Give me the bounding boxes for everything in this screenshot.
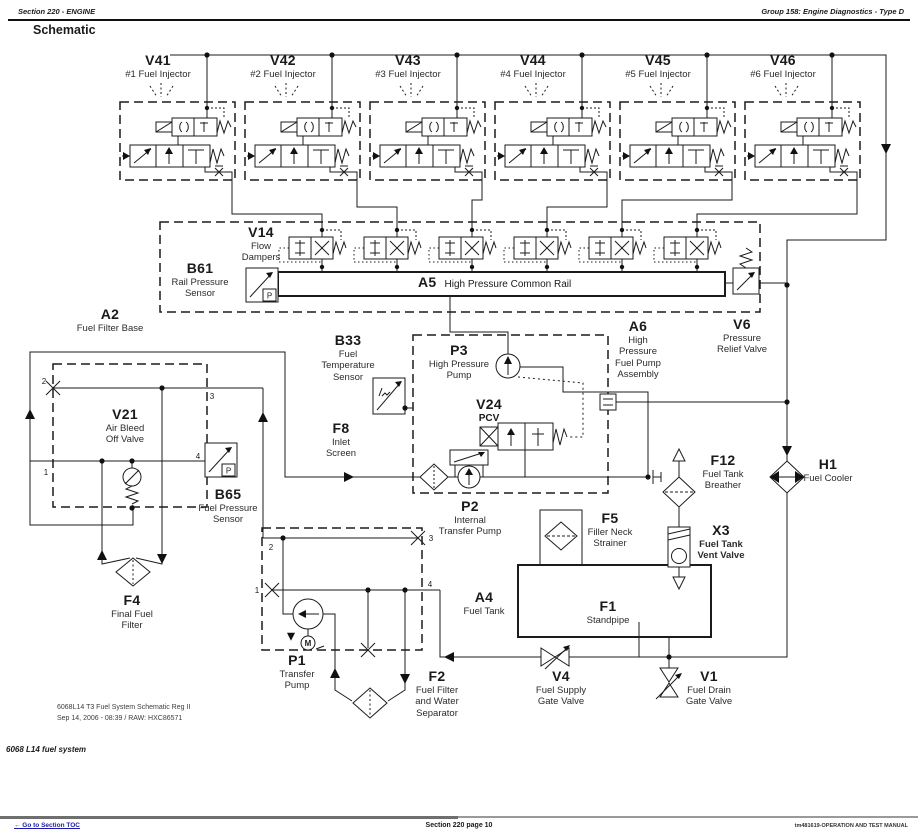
- label-a2: A2 Fuel Filter Base: [76, 306, 144, 334]
- port-label: 3: [209, 392, 215, 401]
- label-v41: V41 #1 Fuel Injector: [125, 52, 191, 80]
- page-number: Section 220 page 10: [425, 822, 493, 829]
- fuel-injector-1-symbol: [120, 83, 235, 180]
- port-label: 3: [428, 534, 434, 543]
- flow-damper-6-symbol: [654, 228, 721, 272]
- fuel-tank-vent-valve-symbol: [668, 507, 690, 589]
- figure-caption: 6068 L14 fuel system: [6, 745, 87, 754]
- label-a5: A5 High Pressure Common Rail: [418, 274, 572, 290]
- rail-pressure-sensor-symbol: [246, 268, 278, 302]
- filler-neck-strainer-symbol: [540, 510, 582, 565]
- label-b61: B61 Rail Pressure Sensor: [171, 260, 229, 300]
- pressure-relief-valve-symbol: [725, 248, 787, 294]
- flow-arrows: [25, 144, 891, 684]
- group-header: Group 158: Engine Diagnostics - Type D: [761, 7, 904, 16]
- label-x3: X3 Fuel Tank Vent Valve: [697, 522, 745, 562]
- label-v45: V45 #5 Fuel Injector: [625, 52, 691, 80]
- label-f8: F8 Inlet Screen: [325, 420, 357, 460]
- page-title: Schematic: [33, 23, 96, 37]
- flow-damper-1-symbol: [279, 228, 346, 272]
- fuel-injector-5-symbol: [620, 83, 735, 180]
- fuel-injector-2-symbol: [245, 83, 360, 180]
- label-v4: V4 Fuel Supply Gate Valve: [535, 668, 587, 708]
- inlet-screen-symbol: [420, 464, 448, 490]
- fuel-pressure-sensor-symbol: [205, 443, 237, 477]
- port-label: 4: [427, 580, 433, 589]
- label-v6: V6 Pressure Relief Valve: [717, 316, 767, 356]
- air-bleed-off-valve-symbol: [123, 461, 141, 504]
- port-label: 2: [268, 543, 274, 552]
- pump-assembly-outlet: [600, 394, 787, 410]
- label-v42: V42 #2 Fuel Injector: [250, 52, 316, 80]
- label-f12: F12 Fuel Tank Breather: [702, 452, 744, 492]
- label-f2: F2 Fuel Filter and Water Separator: [415, 668, 459, 719]
- manual-id: tm481619-OPERATION AND TEST MANUAL: [794, 823, 908, 829]
- fuel-drain-gate-valve-symbol: [656, 668, 682, 699]
- flow-damper-5-symbol: [579, 228, 646, 272]
- flow-damper-2-symbol: [354, 228, 421, 272]
- section-header: Section 220 - ENGINE: [18, 7, 96, 16]
- label-p2: P2 Internal Transfer Pump: [438, 498, 502, 538]
- fuel-injector-4-symbol: [495, 83, 610, 180]
- label-f4: F4 Final Fuel Filter: [111, 592, 153, 632]
- fuel-injector-3-symbol: [370, 83, 485, 180]
- label-v1: V1 Fuel Drain Gate Valve: [685, 668, 733, 708]
- fuel-tank-breather-symbol: [663, 449, 695, 507]
- pressure-glyph: P: [225, 466, 232, 476]
- go-to-section-toc-link[interactable]: ← Go to Section TOC: [14, 822, 80, 829]
- schematic-note: 6068L14 T3 Fuel System Schematic Reg II Sep 14, 2006 - 08:39 / RAW: HXC86571: [57, 704, 191, 722]
- flow-damper-4-symbol: [504, 228, 571, 272]
- label-b65: B65 Fuel Pressure Sensor: [198, 486, 258, 526]
- fuel-cooler-symbol: [770, 461, 804, 493]
- internal-transfer-pump-symbol: [448, 450, 661, 488]
- label-a6: A6 High Pressure Fuel Pump Assembly: [615, 318, 661, 380]
- label-v46: V46 #6 Fuel Injector: [750, 52, 816, 80]
- label-p1: P1 Transfer Pump: [279, 652, 315, 692]
- label-f5: F5 Filler Neck Strainer: [587, 510, 633, 550]
- transfer-pump-box: [262, 528, 422, 650]
- port-label: 4: [195, 452, 201, 461]
- motor-glyph: M: [304, 639, 312, 648]
- label-v43: V43 #3 Fuel Injector: [375, 52, 441, 80]
- label-a4: A4 Fuel Tank: [463, 589, 505, 617]
- fuel-injector-6-symbol: [745, 83, 860, 180]
- label-p3: P3 High Pressure Pump: [428, 342, 490, 382]
- fuel-supply-gate-valve-symbol: [541, 645, 570, 669]
- label-f1: F1 Standpipe: [586, 598, 630, 626]
- label-v44: V44 #4 Fuel Injector: [500, 52, 566, 80]
- label-b33: B33 Fuel Temperature Sensor: [321, 332, 375, 383]
- fuel-filter-water-separator-symbol: [353, 688, 387, 718]
- pressure-glyph: P: [266, 291, 273, 301]
- footer-rule-segment: [0, 816, 458, 819]
- label-v14: V14 Flow Dampers: [241, 224, 281, 264]
- label-h1: H1 Fuel Cooler: [803, 456, 853, 484]
- port-label: 1: [254, 586, 260, 595]
- flow-damper-3-symbol: [429, 228, 496, 272]
- port-label: 2: [41, 377, 47, 386]
- label-v21: V21 Air Bleed Off Valve: [105, 406, 145, 446]
- port-label: 1: [43, 468, 49, 477]
- label-v24: V24 PCV: [476, 396, 502, 424]
